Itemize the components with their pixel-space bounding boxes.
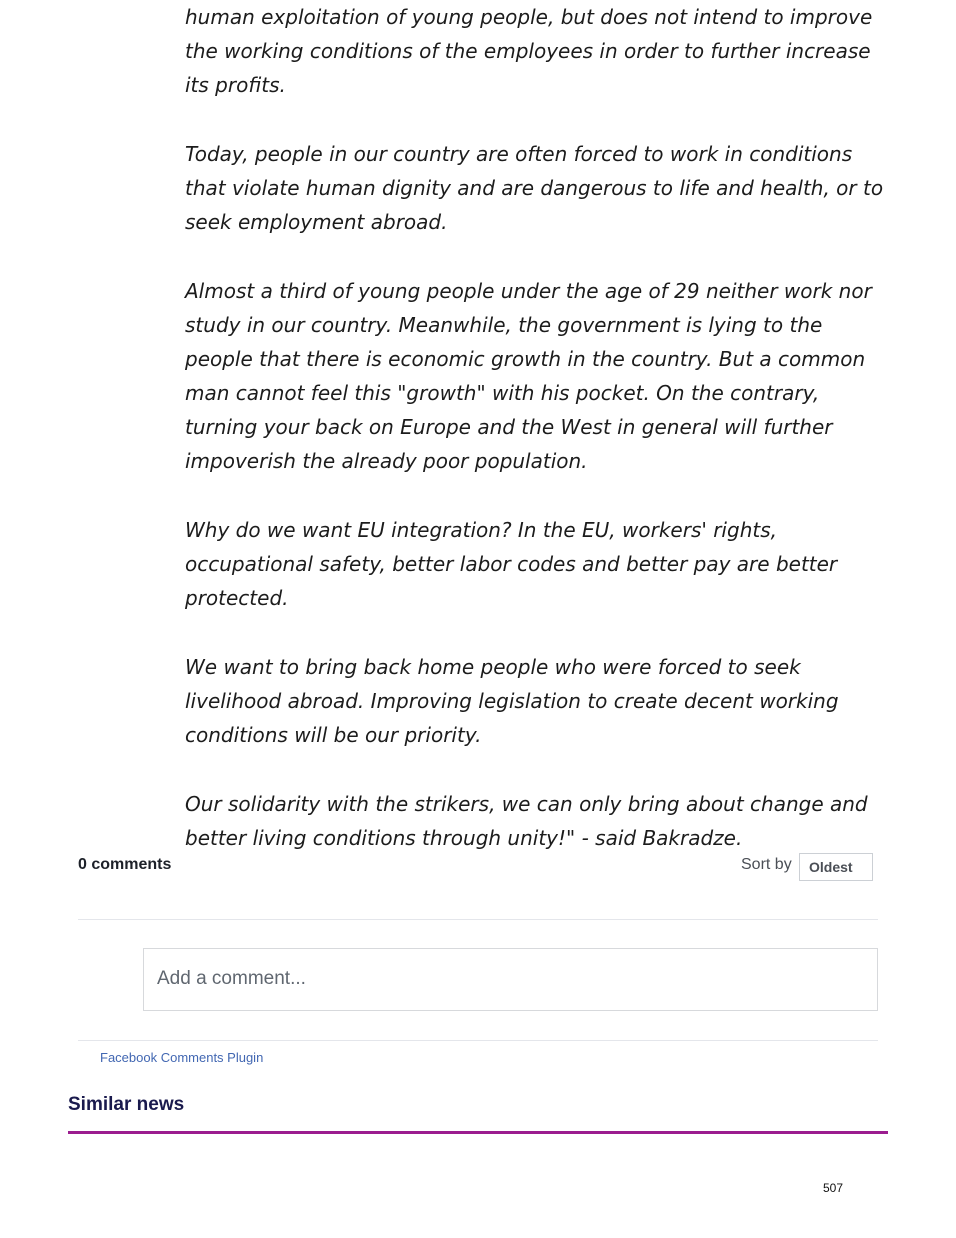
sort-select[interactable]: Oldest (799, 853, 873, 881)
comments-header (78, 851, 878, 883)
comments-divider-top (78, 919, 878, 920)
similar-news-heading: Similar news (68, 1094, 185, 1115)
comment-count: 0 comments (78, 856, 172, 873)
article-paragraph: Today, people in our country are often forced to work in conditions that violate human dignity and are dangerous to life and health, or to seek employment abroad. (185, 142, 884, 234)
article-paragraph: Almost a third of young people under the age of 29 neither work nor study in our country. Meanwhile, the government is lying to the people that there is economic growth in the country. But a common man cannot feel this "growth" with his pocket. On the contrary, turning your back on Europe and the West in general will further impoverish the already poor population. (185, 279, 872, 473)
article-paragraph: Why do we want EU integration? In the EU, workers' rights, occupational safety, better labor codes and better pay are better protected. (185, 518, 838, 610)
facebook-comments-plugin-link[interactable]: Facebook Comments Plugin (100, 1050, 264, 1065)
sort-label: Sort by (741, 856, 792, 873)
similar-news-divider (68, 1131, 888, 1134)
article-paragraph: Our solidarity with the strikers, we can only bring about change and better living conditions through unity!" - said Bakradze. (185, 792, 868, 850)
article-paragraph: We want to bring back home people who were forced to seek livelihood abroad. Improving legislation to create decent working conditions will be our priority. (185, 655, 839, 747)
page-number: 507 (823, 1181, 844, 1195)
article-body (185, 0, 895, 890)
article-paragraph: human exploitation of young people, but does not intend to improve the working conditions of the employees in order to further increase its profits. (185, 5, 873, 97)
comments-divider-bottom (78, 1040, 878, 1041)
comment-input[interactable]: Add a comment... (143, 948, 878, 1011)
